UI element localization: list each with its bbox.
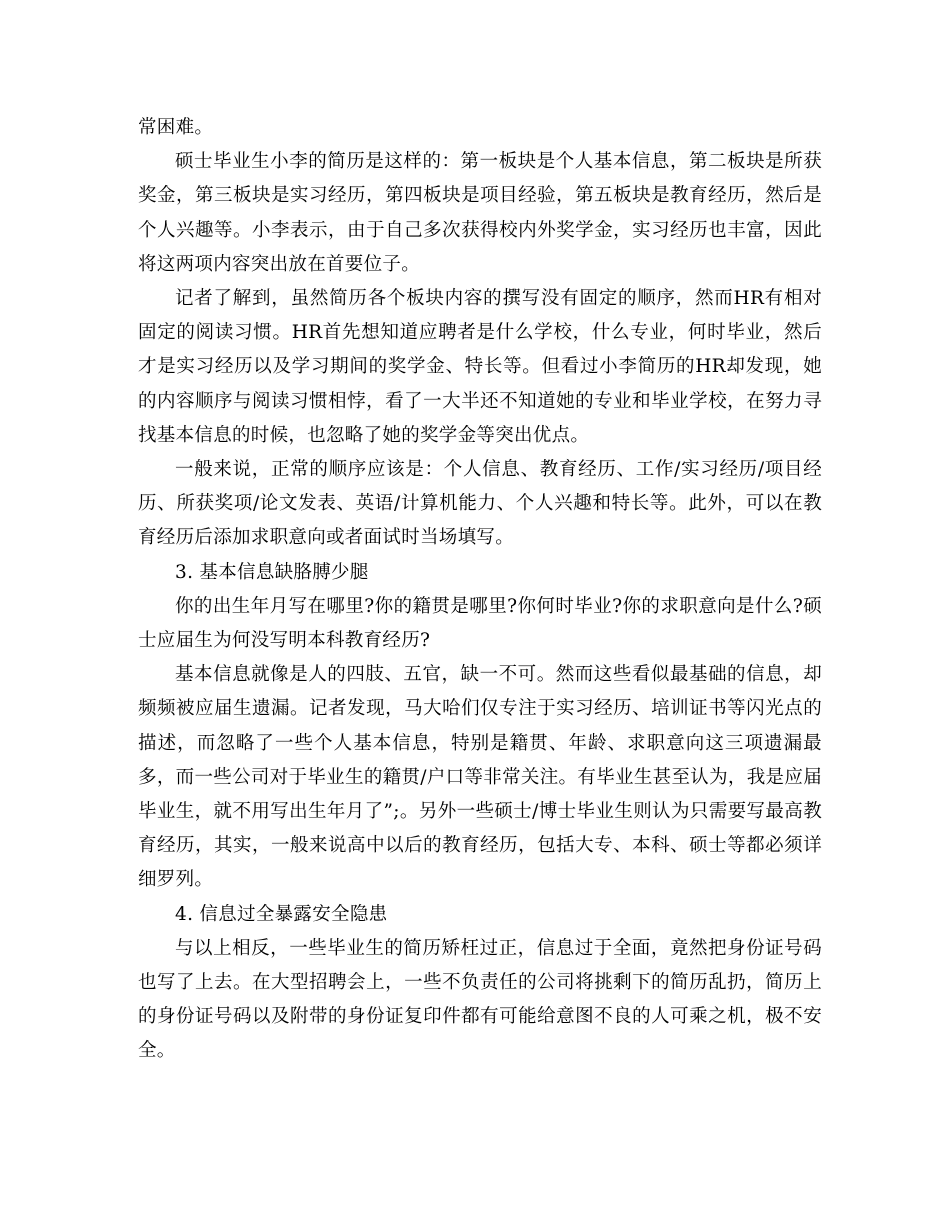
section-heading-3: 3. 基本信息缺胳膊少腿 xyxy=(175,561,369,583)
paragraph-basic-info: 基本信息就像是人的四肢、五官，缺一不可。然而这些看似最基础的信息，却频频被应届生遗漏。记者发现，马大哈们仅专注于实习经历、培训证书等闪光点的描述，而忽略了一些个人基本信息，特别是籍贯、年龄、求职意向这三项遗漏最多，而一些公司对于毕业生的籍贯/户口等非常关注。有毕业生甚至认为，我是应届毕业生，就不用写出生年月了”;。另外一些硕士/博士毕业生则认为只需要写最高教育经历，其实，一般来说高中以后的教育经历，包括大专、本科、硕士等都必须详细罗列。 xyxy=(138,664,822,891)
paragraph-questions: 你的出生年月写在哪里?你的籍贯是哪里?你何时毕业?你的求职意向是什么?硕士应届生为何没写明本科教育经历? xyxy=(138,595,822,652)
section-heading-4: 4. 信息过全暴露安全隐患 xyxy=(175,903,388,925)
paragraph-resume-example: 硕士毕业生小李的简历是这样的：第一板块是个人基本信息，第二板块是所获奖金，第三板块是实习经历，第四板块是项目经验，第五板块是教育经历，然后是个人兴趣等。小李表示，由于自己多次获得校内外奖学金，实习经历也丰富，因此将这两项内容突出放在首要位子。 xyxy=(138,151,822,275)
paragraph-security-risk: 与以上相反，一些毕业生的简历矫枉过正，信息过于全面，竟然把身份证号码也写了上去。在大型招聘会上，一些不负责任的公司将挑剩下的简历乱扔，简历上的身份证号码以及附带的身份证复印件都有可能给意图不良的人可乘之机，极不安全。 xyxy=(138,937,822,1062)
paragraph-hr-reading-habits: 记者了解到，虽然简历各个板块内容的撰写没有固定的顺序，然而HR有相对固定的阅读习惯。HR首先想知道应聘者是什么学校，什么专业，何时毕业，然后才是实习经历以及学习期间的奖学金、特长等。但看过小李简历的HR却发现，她的内容顺序与阅读习惯相悖，看了一大半还不知道她的专业和毕业学校，在努力寻找基本信息的时候，也忽略了她的奖学金等突出优点。 xyxy=(138,288,822,446)
paragraph-normal-order: 一般来说，正常的顺序应该是：个人信息、教育经历、工作/实习经历/项目经历、所获奖项/论文发表、英语/计算机能力、个人兴趣和特长等。此外，可以在教育经历后添加求职意向或者面试时当场填写。 xyxy=(138,459,822,549)
document-body xyxy=(138,111,822,1069)
paragraph-continuation: 常困难。 xyxy=(138,117,214,138)
